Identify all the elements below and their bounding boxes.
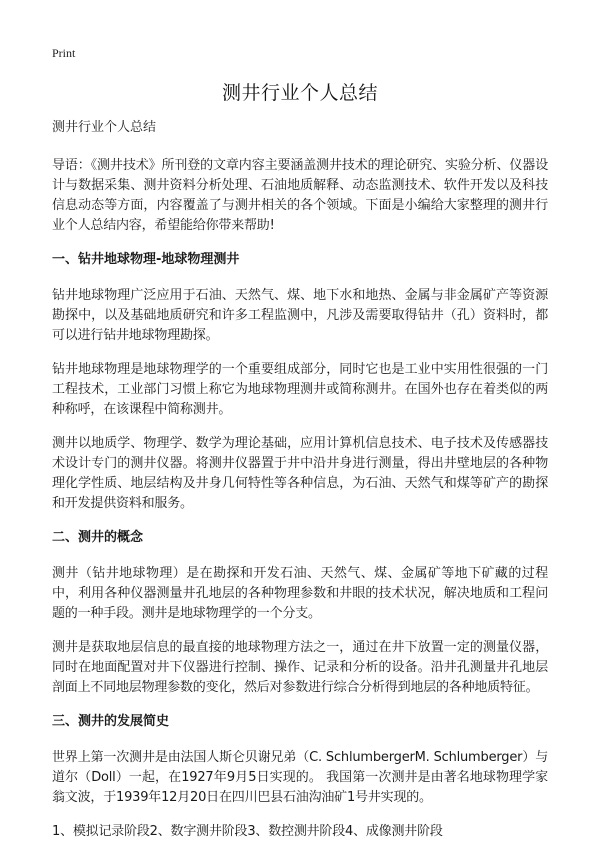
section-paragraph: 测井是获取地层信息的最直接的地球物理方法之一，通过在井下放置一定的测量仪器，同时在地面配置对井下仪器进行控制、操作、记录和分析的设备。沿井孔测量井孔地层剖面上不同地层物理参数的变化，然后对参数进行综合分析得到地层的各种地质特征。 — [52, 640, 548, 695]
section-1 — [52, 250, 548, 514]
section-paragraph: 钻井地球物理是地球物理学的一个重要组成部分，同时它也是工业中实用性很强的一门工程技术，工业部门习惯上称它为地球物理测井或简称测井。在国外也存在着类似的两种称呼，在该课程中简称测井。 — [52, 362, 548, 417]
document-body — [52, 118, 548, 856]
document-subtitle: 测井行业个人总结 — [52, 120, 157, 135]
document-title: 测井行业个人总结 — [221, 82, 378, 104]
section-3 — [52, 712, 548, 842]
section-heading: 二、测井的概念 — [52, 530, 144, 545]
section-paragraph: 测井以地质学、物理学、数学为理论基础，应用计算机信息技术、电子技术及传感器技术设计专门的测井仪器。将测井仪器置于井中沿井身进行测量，得出井壁地层的各种物理化学性质、地层结构及井身几何特性等各种信息，为石油、天然气和煤等矿产的勘探和开发提供资料和服务。 — [52, 436, 548, 511]
intro-paragraph: 导语：《测井技术》所刊登的文章内容主要涵盖测井技术的理论研究、实验分析、仪器设计与数据采集、测井资料分析处理、石油地质解释、动态监测技术、软件开发以及科技信息动态等方面，内容覆盖了与测井相关的各个领域。下面是小编给大家整理的测井行业个人总结内容，希望能给你带来帮助! — [52, 158, 548, 233]
section-2 — [52, 528, 548, 698]
section-paragraph: 1、模拟记录阶段2、数字测井阶段3、数控测井阶段4、成像测井阶段 — [52, 824, 443, 839]
section-heading: 一、钻井地球物理-地球物理测井 — [52, 252, 240, 267]
print-link[interactable]: Print — [52, 46, 76, 60]
section-paragraph: 测井（钻井地球物理）是在勘探和开发石油、天然气、煤、金属矿等地下矿藏的过程中，利用各种仪器测量井孔地层的各种物理参数和井眼的技术状况，解决地质和工程问题的一种手段。测井是地球物理学的一个分支。 — [52, 566, 548, 621]
section-paragraph: 钻井地球物理广泛应用于石油、天然气、煤、地下水和地热、金属与非金属矿产等资源勘探中，以及基础地质研究和许多工程监测中，凡涉及需要取得钻井（孔）资料时，都可以进行钻井地球物理勘探。 — [52, 288, 548, 343]
section-heading: 三、测井的发展简史 — [52, 714, 170, 729]
section-paragraph: 世界上第一次测井是由法国人斯仑贝谢兄弟（C. SchlumbergerM. Schlumberger）与道尔（Doll）一起，在1927年9月5日实现的。 我国第一次测井是由著名地球物理学家翁文波，于1939年12月20日在四川巴县石油沟油矿1号井实现的。 — [52, 750, 548, 805]
